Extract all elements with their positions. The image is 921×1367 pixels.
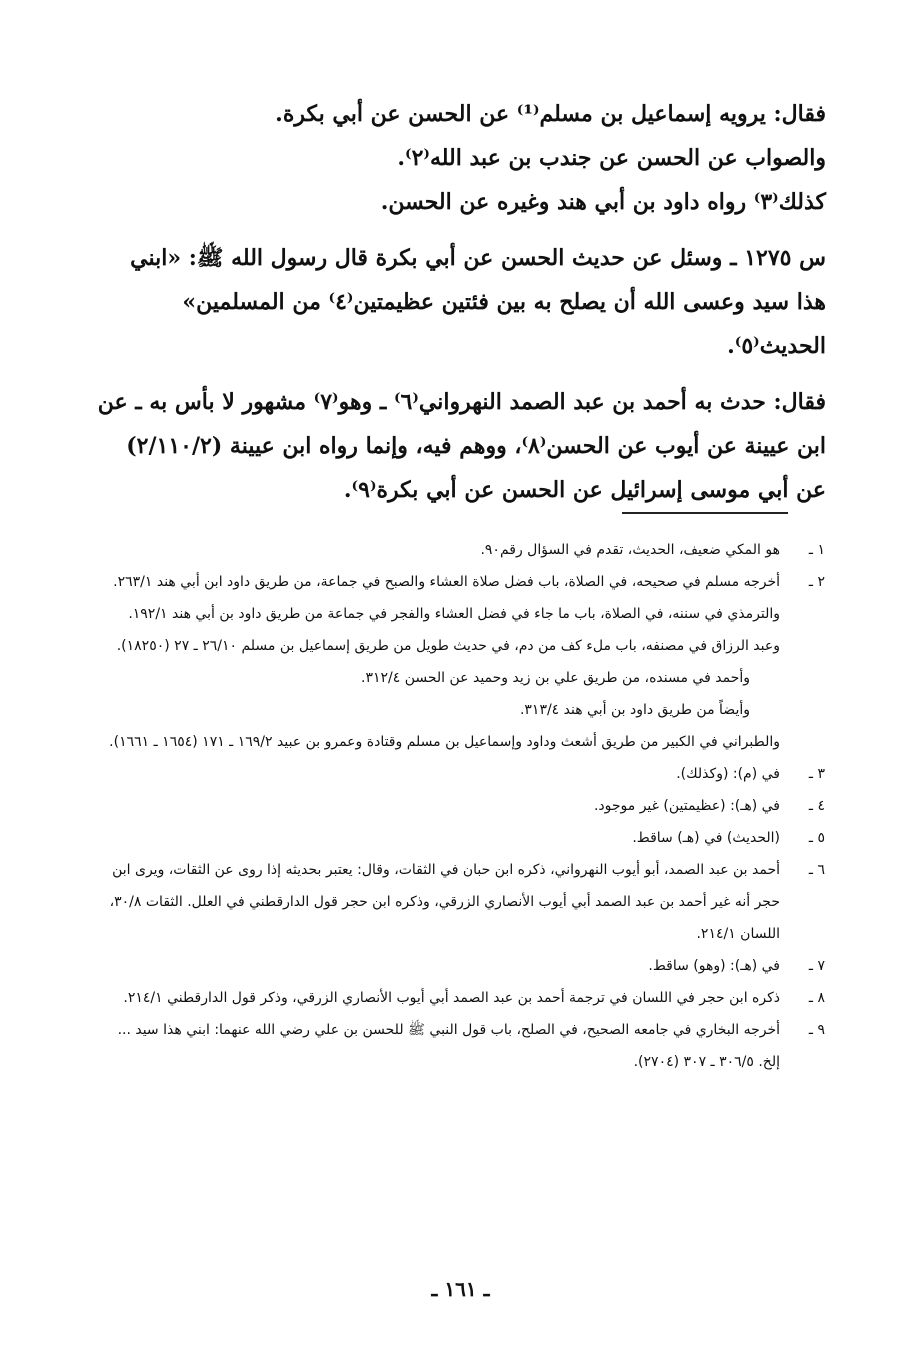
- first-paragraph: [96, 92, 826, 224]
- question-text: وسئل عن حديث الحسن عن أبي بكرة قال رسول الله ﷺ: «ابني هذا سيد وعسى الله أن يصلح به بين فئتين عظيمتين⁽٤⁾ من المسلمين» الحديث⁽٥⁾.: [130, 245, 826, 359]
- footnote-number: ١ ـ: [808, 542, 825, 558]
- footnote-text: في (م): (وكذلك).: [676, 766, 780, 782]
- footnote-number: ٧ ـ: [808, 958, 825, 974]
- footnote-number: ٣ ـ: [808, 766, 825, 782]
- text-line: والصواب عن الحسن عن جندب بن عبد الله⁽٢⁾.: [397, 145, 826, 171]
- footnote: [100, 1014, 825, 1078]
- footnote-text: وأحمد في مسنده، من طريق علي بن زيد وحميد عن الحسن ٣١٢/٤.: [361, 670, 750, 686]
- footnote-text: والطبراني في الكبير من طريق أشعث وداود وإسماعيل بن مسلم وقتادة وعمرو بن عبيد ١٦٩/٢ ـ ١٧١ (١٦٥٤ ـ ١٦٦١).: [109, 734, 780, 750]
- footnote: [100, 982, 825, 1014]
- footnote-text: والترمذي في سننه، في الصلاة، باب ما جاء في فضل العشاء والفجر في جماعة من طريق داود بن أبي هند ١٩٢/١.: [128, 606, 780, 622]
- footnote-number: ٩ ـ: [808, 1022, 825, 1038]
- main-text: [96, 92, 826, 512]
- footnote-number: ٤ ـ: [808, 798, 825, 814]
- footnote-separator: [622, 512, 788, 514]
- answer-paragraph: فقال: حدث به أحمد بن عبد الصمد النهرواني⁽٦⁾ ـ وهو⁽٧⁾ مشهور لا بأس به ـ عن ابن عيينة عن أيوب عن الحسن⁽٨⁾، ووهم فيه، وإنما رواه ابن عيينة (٢/١١٠/٢) عن أبي موسى إسرائيل عن الحسن عن أبي بكرة⁽٩⁾.: [97, 389, 826, 503]
- footnote-number: ٨ ـ: [808, 990, 825, 1006]
- footnote-text: وعبد الرزاق في مصنفه، باب ملء كف من دم، في حديث طويل من طريق إسماعيل بن مسلم ٢٦/١٠ ـ ٢٧ (١٨٢٥٠).: [116, 638, 780, 654]
- footnote-text: أخرجه البخاري في جامعه الصحيح، في الصلح، باب قول النبي ﷺ للحسن بن علي رضي الله عنهما: ابني هذا سيد ... إلخ. ٣٠٦/٥ ـ ٣٠٧ (٢٧٠٤).: [117, 1022, 780, 1070]
- footnote-text: أحمد بن عبد الصمد، أبو أيوب النهرواني، ذكره ابن حبان في الثقات، وقال: يعتبر بحديثه إذا روى عن الثقات، ويرى ابن حجر أنه غير أحمد بن عبد الصمد أبي أيوب الأنصاري الزرقي، وذكره ابن حجر قول الدارقطني في العلل. الثقات ٣٠/٨، اللسان ٢١٤/١.: [109, 862, 780, 942]
- footnote-text: وأيضاً من طريق داود بن أبي هند ٣١٣/٤.: [519, 702, 750, 718]
- footnote: [100, 950, 825, 982]
- text-line: فقال: يرويه إسماعيل بن مسلم⁽¹⁾ عن الحسن عن أبي بكرة.: [275, 101, 826, 127]
- footnote-number: ٥ ـ: [808, 830, 825, 846]
- footnote-text: هو المكي ضعيف، الحديث، تقدم في السؤال رقم٩٠.: [480, 542, 780, 558]
- text-line: كذلك⁽٣⁾ رواه داود بن أبي هند وغيره عن الحسن.: [380, 189, 826, 215]
- footnote-text: ذكره ابن حجر في اللسان في ترجمة أحمد بن عبد الصمد أبي أيوب الأنصاري الزرقي، وذكر قول الدارقطني ٢١٤/١.: [123, 990, 780, 1006]
- footnote-text: في (هـ): (وهو) ساقط.: [648, 958, 780, 974]
- footnote-number: ٦ ـ: [808, 862, 825, 878]
- page-number: ـ ١٦١ ـ: [431, 1277, 490, 1301]
- footnote-text: أخرجه مسلم في صحيحه، في الصلاة، باب فضل صلاة العشاء والصبح في جماعة، من طريق داود ابن أبي هند ٢٦٣/١.: [113, 574, 780, 590]
- footnotes: [100, 534, 825, 1078]
- footnote: [100, 854, 825, 950]
- question-number: س ١٢٧٥ ـ: [730, 245, 826, 271]
- footnote-text: في (هـ): (عظيمتين) غير موجود.: [593, 798, 780, 814]
- footnote-text: (الحديث) في (هـ) ساقط.: [632, 830, 780, 846]
- footnote-number: ٢ ـ: [808, 574, 825, 590]
- question-paragraph: [96, 236, 826, 368]
- footnote: [100, 790, 825, 822]
- footnote: [100, 822, 825, 854]
- footnote: [100, 534, 825, 566]
- footnote: [100, 566, 825, 758]
- footnote: [100, 758, 825, 790]
